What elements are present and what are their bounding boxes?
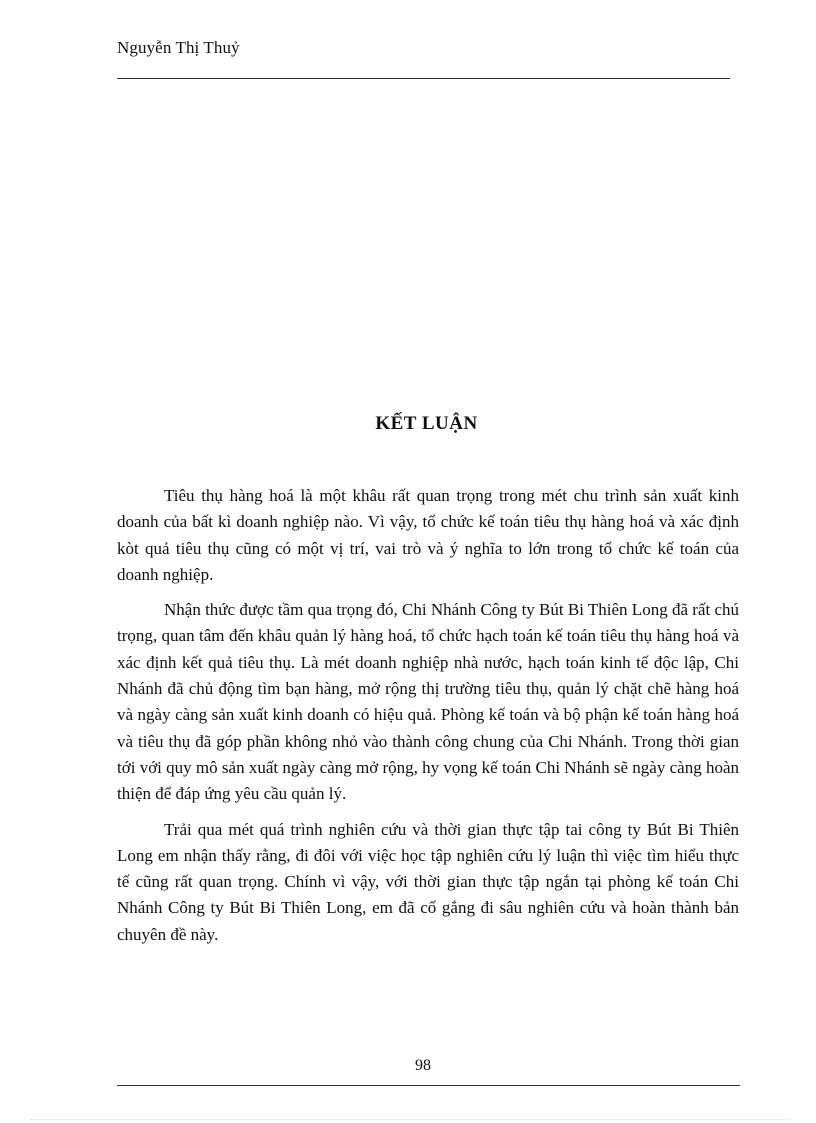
header-author: Nguyễn Thị Thuỷ — [117, 38, 240, 57]
page-edge-divider — [30, 1119, 790, 1120]
paragraph: Trải qua mét quá trình nghiên cứu và thời gian thực tập tai công ty Bút Bi Thiên Long em nhận thấy rằng, đi đôi với việc học tập nghiên cứu lý luận thì việc tìm hiểu thực tế cũng rất quan trọng. Chính vì vậy, với thời gian thực tập ngắn tại phòng kế toán Chi Nhánh Công ty Bút Bi Thiên Long, em đã cố gắng đi sâu nghiên cứu và hoàn thành bản chuyên đề này. — [117, 819, 739, 944]
page-number: 98 — [415, 1057, 431, 1074]
header-divider — [117, 78, 730, 79]
body-text — [117, 483, 739, 957]
paragraph: Nhận thức được tầm qua trọng đó, Chi Nhánh Công ty Bút Bi Thiên Long đã rất chú trọng, quan tâm đến khâu quản lý hàng hoá, tổ chức hạch toán kế toán tiêu thụ hàng hoá và xác định kết quả tiêu thụ. Là mét doanh nghiệp nhà nước, hạch toán kinh tế độc lập, Chi Nhánh đã chủ động tìm bạn hàng, mở rộng thị trường tiêu thụ, quản lý chặt chẽ hàng hoá và ngày càng sản xuất kinh doanh có hiệu quả. Phòng kế toán và bộ phận kế toán hàng hoá và tiêu thụ đã góp phần không nhỏ vào thành công chung của Chi Nhánh. Trong thời gian tới với quy mô sản xuất ngày càng mở rộng, hy vọng kế toán Chi Nhánh sẽ ngày càng hoàn thiện để đáp ứng yêu cầu quản lý. — [117, 600, 739, 804]
footer-divider — [117, 1085, 740, 1086]
paragraph: Tiêu thụ hàng hoá là một khâu rất quan trọng trong mét chu trình sản xuất kinh doanh của bất kì doanh nghiệp nào. Vì vậy, tổ chức kế toán tiêu thụ hàng hoá và xác định kòt quả tiêu thụ cũng có một vị trí, vai trò và ý nghĩa to lớn trong tổ chức kế toán của doanh nghiệp. — [117, 486, 739, 584]
page-title: KẾT LUẬN — [375, 413, 478, 434]
